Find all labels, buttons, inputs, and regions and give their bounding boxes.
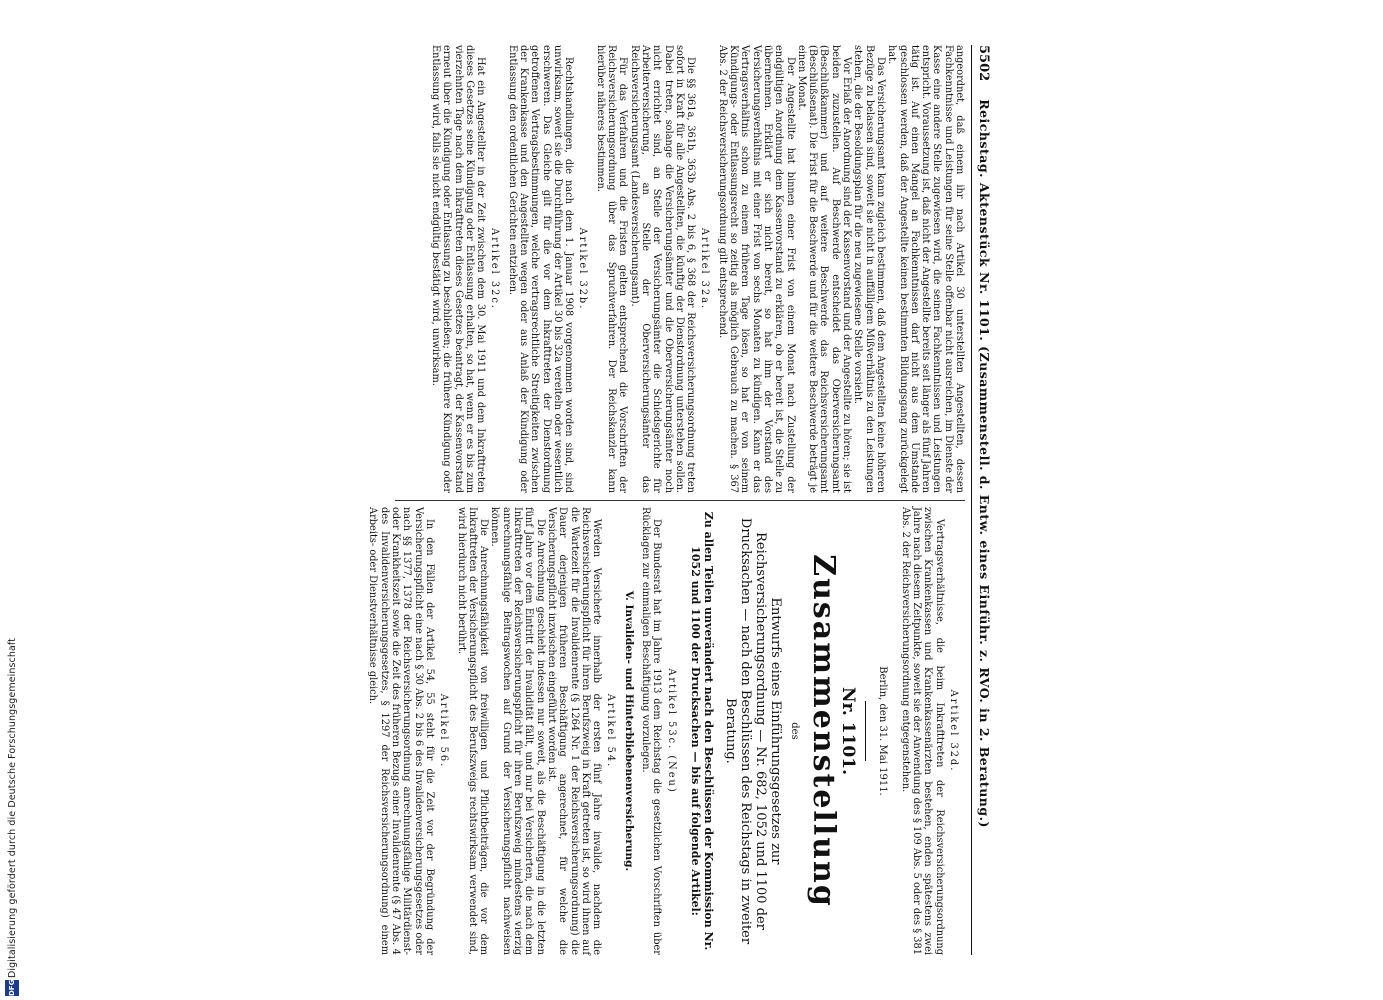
paragraph: Die Anrechnung geschieht indessen nur soweit, als die Beschäftigung in die letzten fünf Jahre vor dem Eintritt der Invalidität fällt, und nur bei Versicherten, die nach dem Inkrafttreten der Reichsversicherungspflicht für ihren Berufszweig mindestens vierzig anrechnungsfähige Beitragswochen auf Grund der Versicherungspflicht nachweisen können. [489, 507, 546, 955]
paragraph: Rechtshandlungen, die nach dem 1. Januar 1908 vorgenommen worden sind, sind unwirksam, soweit sie die Durchführung der Artikel 30 bis 32a vereiteln oder wesentlich erschweren. Das Gleiche gilt für die vor dem Inkrafttreten der Dienstordnung getroffenen Vertragsbestimmungen, welche vertragsrechtliche Streitigkeiten zwischen der Krankenkasse und den Angestellten wegen oder aus Anlaß der Kündigung oder Entlassung den ordentlichen Gerichten entziehen. [506, 45, 575, 493]
column-right [367, 507, 965, 955]
paragraph: Die Anrechnungsfähigkeit von freiwilligen und Pflichtbeiträgen, die vor dem Inkrafttreten der Versicherungspflicht des Berufszweigs rechtswirksam verwendet sind, wird hierdurch nicht berührt. [455, 507, 490, 955]
article-heading: Artikel 56. [438, 693, 450, 769]
paragraph: Für das Verfahren und die Fristen gelten entsprechend die Vorschriften der Reichsversicherungsordnung über das Spruchverfahren. Der Reichskanzler kann hierüber näheres bestimmen. [594, 45, 629, 493]
paragraph: Die §§ 361a, 361b, 363b Abs. 2 bis 6, § 368 der Reichsversicherungsordnung treten sofort in Kraft für alle Angestellten, die künftig der Dienstordnung unterstehen sollen. Dabei treten, solange die Versicherungsämter und die Oberversicherungsämter noch nicht errichtet sind, an Stelle der Versicherungsämter die Schiedsgerichte für Arbeiterversicherung, an Stelle der Oberversicherungsämter das Reichsversicherungsamt (Landesversicherungsamt). [628, 45, 697, 493]
page-number: 5502 [976, 45, 991, 82]
bold-note: Zu allen Teilen unverändert nach den Beschlüssen der Kommission Nr. 1052 und 1100 der Drucksachen — bis auf folgende Artikel: [688, 511, 715, 951]
paragraph: Der Angestellte hat binnen einer Frist von einem Monat nach Zustellung der endgültigen Anordnung dem Kassenvorstand zu erklären, ob er bereit ist, die Stelle zu übernehmen. Erklärt er sich nicht bereit, so hat ihm der Vorstand des Versicherungsverhältnis mit einer Frist von sechs Monaten zu kündigen. Kann er das Vertragsverhältnis schon zu einem früheren Tage lösen, so hat er von seinem Kündigungs- oder Entlassungsrecht so zeitig als möglich Gebrauch zu machen. § 367 Abs. 2 der Reichsversicherungsordnung gilt entsprechend. [716, 45, 796, 493]
paragraph: In den Fällen der Artikel 54, 55 steht für die Zeit vor der Begründung der Versicherungspflicht eine nach § 30 Abs. 2 bis 6 des Invalidenversicherungsgesetzes oder nach §§ 1377, 1378 der Reichsversicherungsordnung anrechnungsfähige Militärdienst- oder Krankheitszeit sowie die Zeit des früheren Bezugs einer Invalidenrente (§ 47 Abs. 4 des Invalidenversicherungsgesetzes, § 1297 der Reichsversicherungsordnung) einem Arbeits- oder Dienstverhältnisse gleich. [367, 507, 435, 955]
paragraph: Der Bundesrat hat im Jahre 1913 dem Reichstag die gesetzlichen Vorschriften über Rücklagen zur einmaligen Beschäftigung vorzulegen. [640, 507, 663, 955]
document-page [367, 45, 992, 955]
paragraph: Werden Versicherte innerhalb der ersten fünf Jahre invalide, nachdem die Reichsversicherungspflicht für ihren Berufszweig in Kraft getreten ist, so wird ihnen auf die Wartezeit für die Invalidenrente (§ 1264 Nr. 1 der Reichsversicherungsordnung) die Dauer derjenigen früheren Beschäftigung angerechnet, für welche die Versicherungspflicht inzwischen eingeführt worden ist. [545, 507, 603, 955]
title-connector: des [788, 722, 800, 740]
article-heading: Artikel 53c. (Neu) [665, 668, 677, 794]
paragraph: angeordnet, daß einem ihr nach Artikel 30 unterstellten Angestellten, dessen Fachkenntnisse und Leistungen für seine Stelle offenbar nicht ausreichen, im Dienste der Kasse eine andere Stelle zugewiesen wird, die seinen Fachkenntnissen und Leistungen entspricht. Voraussetzung ist, daß nicht der Angestellte bereits seit länger als fünf Jahren tätig ist. Auf einen Mangel an Fachkenntnissen darf nicht aus dem Umstande geschlossen werden, daß der Angestellte keinen bestimmten Bildungsgang zurückgelegt hat. [886, 45, 965, 493]
article-heading: Artikel 32a. [699, 227, 711, 311]
paragraph: Hat ein Angestellter in der Zeit zwischen dem 30. Mai 1911 und dem Inkrafttreten dieses Gesetzes seine Kündigung oder Entlassung erhalten, so hat, wenn er es bis zum vierzehnten Tage nach dem Inkrafttreten dieses Gesetzes beantragt, der Kassenvorstand erneut über die Kündigung oder Entlassung zu beschließen; die frühere Kündigung oder Entlassung wird, falls sie nicht endgültig bestätigt wird, unwirksam. [429, 45, 487, 493]
article-heading: Artikel 54. [605, 693, 617, 769]
digitization-note [0, 0, 24, 1000]
article-heading: Artikel 32d. [948, 689, 959, 773]
divider [865, 701, 866, 761]
document-number: Nr. 1101. [838, 686, 859, 775]
dateline: Berlin, den 31. Mai 1911. [876, 666, 888, 796]
section-heading: V. Invaliden- und Hinterbliebenenversicherung. [622, 590, 635, 872]
running-head [971, 45, 990, 955]
dfg-logo: DFG [5, 980, 19, 996]
document-title: Zusammenstellung [805, 554, 841, 908]
document-subtitle: Entwurfs eines Einführungsgesetzes zur Reichsversicherungsordnung — Nr. 682, 1052 und 1100 der Drucksachen — nach den Beschlüssen des Reichstags in zweiter Beratung. [722, 517, 783, 945]
paragraph: Vertragsverhältnisse, die beim Inkrafttreten der Reichsversicherungsordnung zwischen Krankenkassen und Krankenkassenärzten bestehen, enden spätestens zwei Jahre nach diesem Zeitpunkte, soweit sie der Anwendung des § 109 Abs. 5 oder des § 381 Abs. 2 der Reichsversicherungsordnung entgegenstehen. [899, 507, 945, 955]
running-title: Reichstag. Aktenstück Nr. 1101. (Zusammenstell. d. Entw. eines Einführ. z. RVO. in 2. Beratung.) [977, 99, 992, 828]
paragraph: Vor Erlaß der Anordnung sind der Kassenvorstand und der Angestellte zu hören; sie ist beiden zuzustellen. Auf Beschwerde entscheidet das Oberversicherungsamt (Beschlußkammer) und auf weitere Beschwerde das Reichsversicherungsamt (Beschlußsenat). Die Frist für die Beschwerde und für die weitere Beschwerde beträgt je einen Monat. [795, 45, 853, 493]
article-heading: Artikel 32b. [577, 227, 589, 311]
paragraph: Das Versicherungsamt kann zugleich bestimmen, daß dem Angestellten keine höheren Bezüge zu belassen sind, soweit sie nicht in auffälligem Mißverhältnis zu den Leistungen stehen, die der Besoldungsplan für die neu zugewiesene Stelle vorsieht. [852, 45, 886, 493]
dfg-credit-text: Digitalisierung gefördert durch die Deutsche Forschungsgemeinschaft [7, 638, 18, 978]
column-left [367, 45, 965, 493]
article-heading: Artikel 32c. [489, 228, 501, 310]
